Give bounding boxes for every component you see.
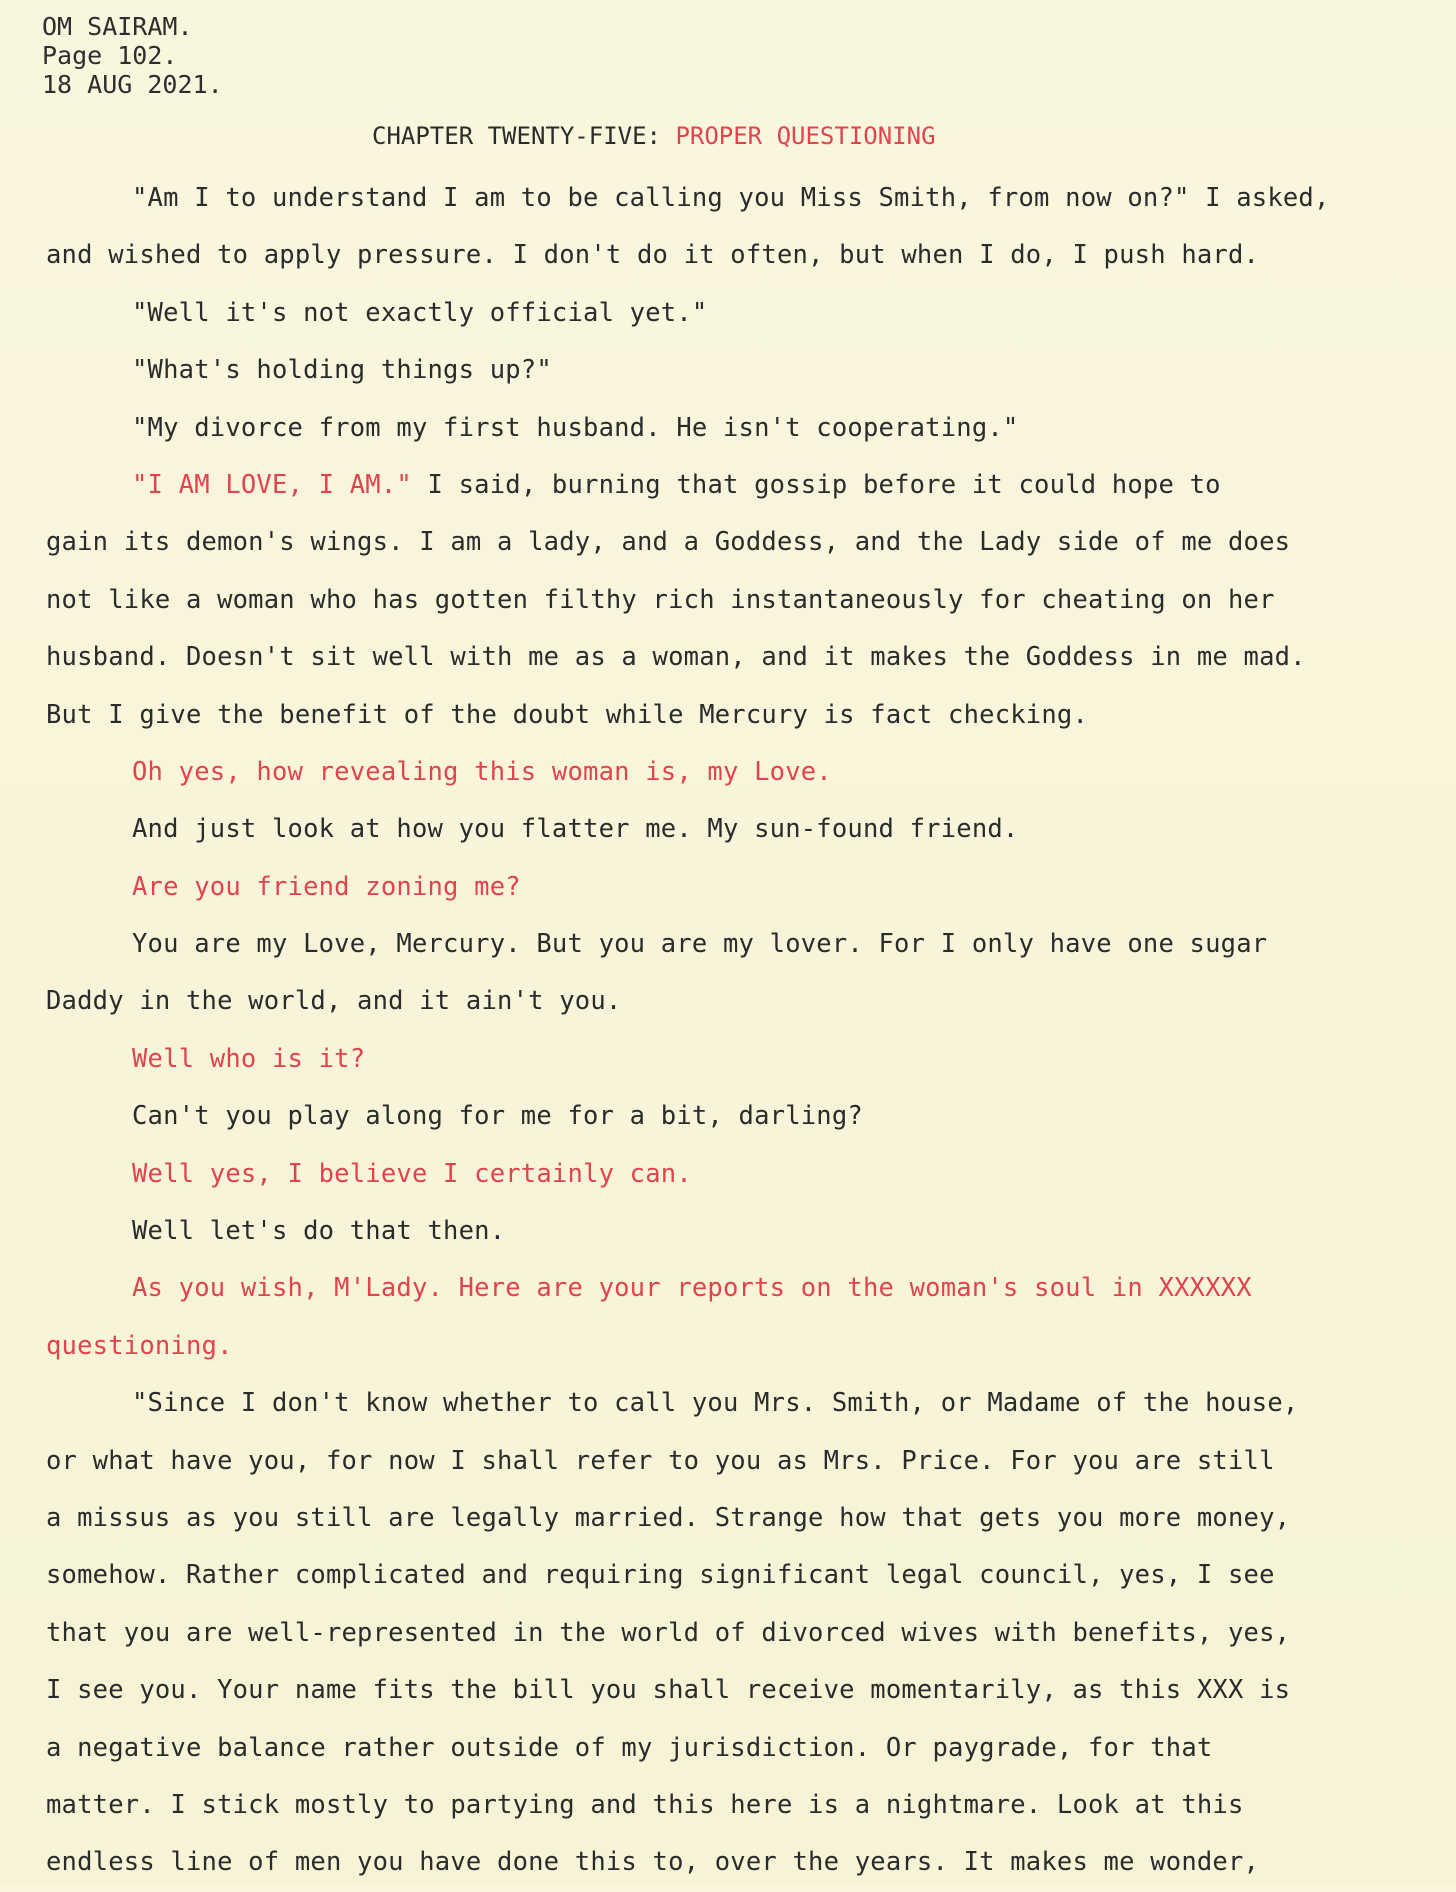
text-line: I see you. Your name fits the bill you shall receive momentarily, as this XXX is (46, 1675, 1291, 1706)
chapter-heading (372, 122, 936, 150)
text-line-rest: I said, burning that gossip before it could hope to (411, 469, 1221, 500)
text-line: "Am I to understand I am to be calling you Miss Smith, from now on?" I asked, (132, 183, 1330, 213)
text-line: And just look at how you flatter me. My sun-found friend. (132, 814, 1019, 845)
text-line: or what have you, for now I shall refer to you as Mrs. Price. For you are still (46, 1445, 1275, 1476)
text-line: "Since I don't know whether to call you Mrs. Smith, or Madame of the house, (132, 1388, 1299, 1419)
text-line: Can't you play along for me for a bit, darling? (132, 1101, 863, 1132)
text-line: "What's holding things up?" (132, 355, 552, 386)
text-line-red: As you wish, M'Lady. Here are your reports on the woman's soul in XXXXXX (132, 1273, 1252, 1304)
text-line: somehow. Rather complicated and requiring significant legal council, yes, I see (46, 1560, 1275, 1591)
love-exclamation: "I AM LOVE, I AM." (132, 469, 412, 500)
text-line: a missus as you still are legally married. Strange how that gets you more money, (46, 1502, 1291, 1533)
text-line (46, 457, 1446, 514)
text-line: Daddy in the world, and it ain't you. (46, 986, 622, 1017)
text-line: that you are well-represented in the world of divorced wives with benefits, yes, (46, 1617, 1291, 1648)
text-line: Well let's do that then. (132, 1216, 506, 1247)
text-line: "My divorce from my first husband. He isn't cooperating." (132, 412, 1019, 443)
text-line: matter. I stick mostly to partying and this here is a nightmare. Look at this (46, 1789, 1244, 1820)
page-header (42, 12, 223, 99)
text-line-red: Well yes, I believe I certainly can. (132, 1158, 692, 1189)
header-line-date: 18 AUG 2021. (42, 70, 223, 99)
text-line: You are my Love, Mercury. But you are my lover. For I only have one sugar (132, 929, 1268, 960)
text-line: a negative balance rather outside of my jurisdiction. Or paygrade, for that (46, 1732, 1213, 1763)
header-line-om-sairam: OM SAIRAM. (42, 12, 193, 41)
text-line: gain its demon's wings. I am a lady, and a Goddess, and the Lady side of me does (46, 527, 1291, 558)
header-line-page-number: Page 102. (42, 41, 178, 70)
text-line: "Well it's not exactly official yet." (132, 297, 708, 328)
text-line-red: Oh yes, how revealing this woman is, my Love. (132, 756, 832, 787)
text-line-red: Are you friend zoning me? (132, 871, 521, 902)
text-line: and wished to apply pressure. I don't do it often, but when I do, I push hard. (46, 240, 1260, 271)
text-line: not like a woman who has gotten filthy rich instantaneously for cheating on her (46, 584, 1275, 615)
chapter-number: CHAPTER TWENTY-FIVE: (372, 122, 676, 150)
text-line-red: Well who is it? (132, 1043, 366, 1074)
text-line: husband. Doesn't sit well with me as a woman, and it makes the Goddess in me mad. (46, 642, 1306, 673)
text-line-red: questioning. (46, 1330, 233, 1361)
text-line: But I give the benefit of the doubt while Mercury is fact checking. (46, 699, 1089, 730)
text-line: endless line of men you have done this to, over the years. It makes me wonder, (46, 1847, 1260, 1878)
body-text (46, 170, 1446, 1892)
chapter-title: PROPER QUESTIONING (675, 122, 936, 150)
